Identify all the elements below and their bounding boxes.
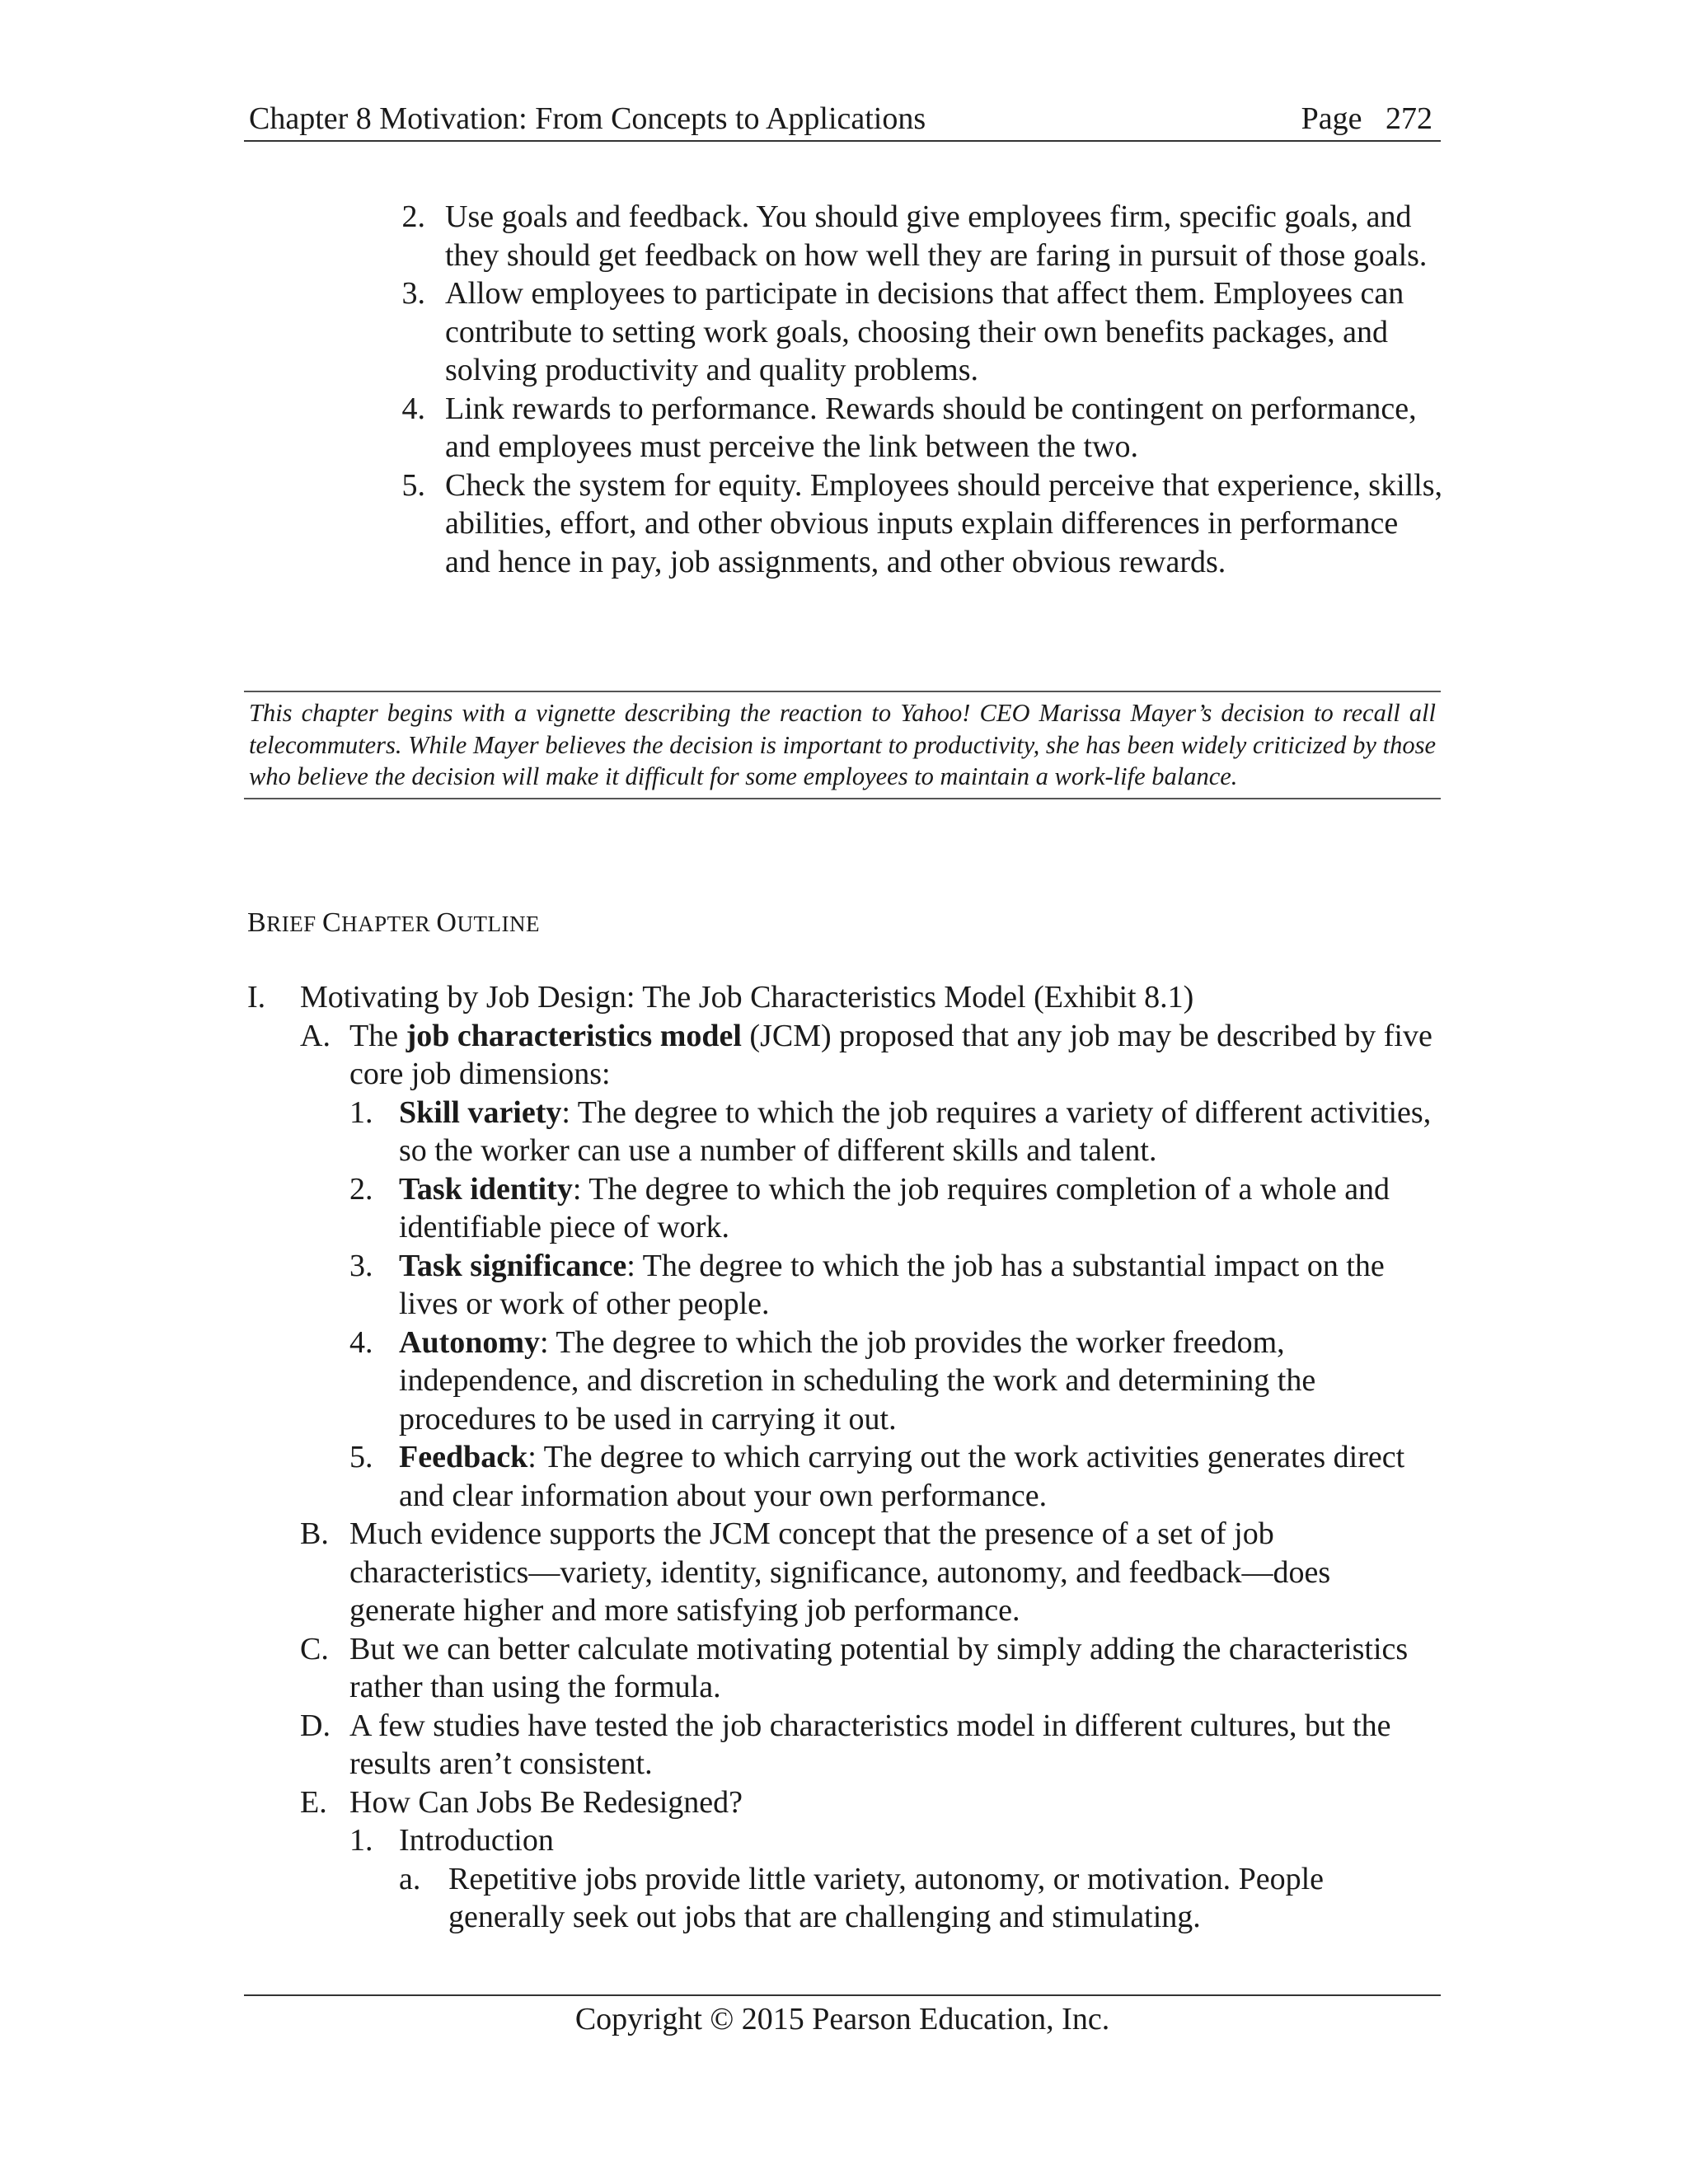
chapter-outline	[247, 978, 1444, 1937]
outline-number: D.	[300, 1708, 331, 1743]
outline-term: Skill variety	[399, 1094, 562, 1130]
outline-number: a.	[399, 1861, 421, 1896]
outline-item-A5	[349, 1438, 1444, 1515]
outline-item-E1	[349, 1821, 1444, 1937]
list-text: Check the system for equity. Employees should perceive that experience, skills, abilities, effort, and other obvious inputs explain differences in performance and hence in pay, job assignments, and other obvious rewards.	[445, 467, 1443, 579]
page-number: Page 272	[1301, 101, 1432, 136]
outline-term: Task significance	[399, 1248, 627, 1283]
page-footer	[244, 1994, 1441, 2042]
page-header	[244, 97, 1441, 142]
outline-text: Repetitive jobs provide little variety, autonomy, or motivation. People generally seek out jobs that are challenging and stimulating.	[448, 1861, 1325, 1934]
outline-term: Autonomy	[399, 1324, 541, 1360]
list-text: Link rewards to performance. Rewards should be contingent on performance, and employees must perceive the link between the two.	[445, 391, 1417, 464]
outline-item-B	[300, 1515, 1444, 1630]
outline-number: 1.	[349, 1094, 373, 1130]
outline-text: How Can Jobs Be Redesigned?	[349, 1784, 743, 1820]
outline-number: A.	[300, 1018, 331, 1053]
outline-text: Much evidence supports the JCM concept that the presence of a set of job characteristics—variety, identity, significance, autonomy, and feedback—does generate higher and more satisfying job performance.	[349, 1516, 1331, 1628]
outline-item-A	[300, 1017, 1444, 1516]
chapter-vignette-box	[244, 691, 1441, 799]
chapter-title: Chapter 8 Motivation: From Concepts to Applications	[249, 101, 926, 136]
list-number: 5.	[401, 467, 425, 503]
outline-item-A4	[349, 1324, 1444, 1439]
heading-smallcaps: UTLINE	[457, 912, 540, 936]
outline-number: B.	[300, 1516, 329, 1551]
outline-text: : The degree to which the job requires completion of a whole and identifiable piece of work.	[399, 1171, 1390, 1244]
heading-smallcaps: HAPTER	[341, 912, 437, 936]
outline-text: Motivating by Job Design: The Job Characteristics Model (Exhibit 8.1)	[300, 980, 1194, 1015]
outline-text: : The degree to which the job requires a variety of different activities, so the worker can use a number of different skills and talent.	[399, 1094, 1432, 1168]
heading-letter: C	[321, 907, 342, 938]
outline-text: : The degree to which the job provides the worker freedom, independence, and discretion in scheduling the work and determining the procedures to be used in carrying it out.	[399, 1324, 1316, 1436]
outline-item-I	[247, 978, 1444, 1937]
outline-item-A1	[349, 1094, 1444, 1170]
outline-text-pre: The	[349, 1018, 406, 1053]
list-text: Allow employees to participate in decisions that affect them. Employees can contribute to setting work goals, choosing their own benefits packages, and solving productivity and quality problems.	[445, 276, 1404, 387]
outline-text: Introduction	[399, 1823, 554, 1858]
outline-term: Task identity	[399, 1171, 573, 1207]
outline-number: 2.	[349, 1171, 373, 1207]
heading-smallcaps: RIEF	[266, 912, 322, 936]
outline-text: But we can better calculate motivating potential by simply adding the characteristics rather than using the formula.	[349, 1631, 1409, 1704]
list-item	[379, 274, 1451, 390]
section-heading	[247, 907, 540, 940]
list-item	[379, 390, 1451, 466]
outline-number: C.	[300, 1631, 329, 1666]
outline-item-A3	[349, 1247, 1444, 1324]
heading-letter: O	[436, 907, 457, 938]
outline-number: 1.	[349, 1823, 373, 1858]
list-text: Use goals and feedback. You should give employees firm, specific goals, and they should get feedback on how well they are faring in pursuit of those goals.	[445, 199, 1428, 273]
list-number: 3.	[401, 276, 425, 311]
guideline-list	[379, 198, 1451, 581]
outline-text: A few studies have tested the job characteristics model in different cultures, but the results aren’t consistent.	[349, 1708, 1391, 1781]
outline-number: 5.	[349, 1440, 373, 1474]
outline-item-A2	[349, 1170, 1444, 1247]
heading-letter: B	[247, 907, 267, 938]
outline-number: I.	[247, 980, 266, 1015]
copyright-text: Copyright © 2015 Pearson Education, Inc.	[574, 2002, 1110, 2036]
outline-text-post: (JCM) proposed that any job may be described by five core job dimensions:	[349, 1018, 1432, 1091]
list-item	[379, 198, 1451, 274]
outline-term: Feedback	[399, 1440, 528, 1474]
outline-text: : The degree to which the job has a substantial impact on the lives or work of other people.	[399, 1248, 1385, 1321]
outline-number: 3.	[349, 1248, 373, 1283]
list-number: 4.	[401, 391, 425, 426]
outline-number: E.	[300, 1784, 327, 1820]
list-number: 2.	[401, 199, 425, 234]
outline-item-E	[300, 1783, 1444, 1937]
outline-item-E1a	[399, 1860, 1444, 1937]
outline-number: 4.	[349, 1324, 373, 1360]
outline-text: : The degree to which carrying out the work activities generates direct and clear information about your own performance.	[399, 1440, 1405, 1513]
outline-term: job characteristics model	[406, 1018, 742, 1053]
list-item	[379, 466, 1451, 582]
outline-item-D	[300, 1707, 1444, 1783]
outline-item-C	[300, 1630, 1444, 1707]
vignette-text: This chapter begins with a vignette describing the reaction to Yahoo! CEO Marissa Mayer’s decision to recall all telecommuters. While Mayer believes the decision is important to productivity, she has been widely criticized by those who believe the decision will make it difficult for some employees to maintain a work-life balance.	[249, 699, 1436, 790]
